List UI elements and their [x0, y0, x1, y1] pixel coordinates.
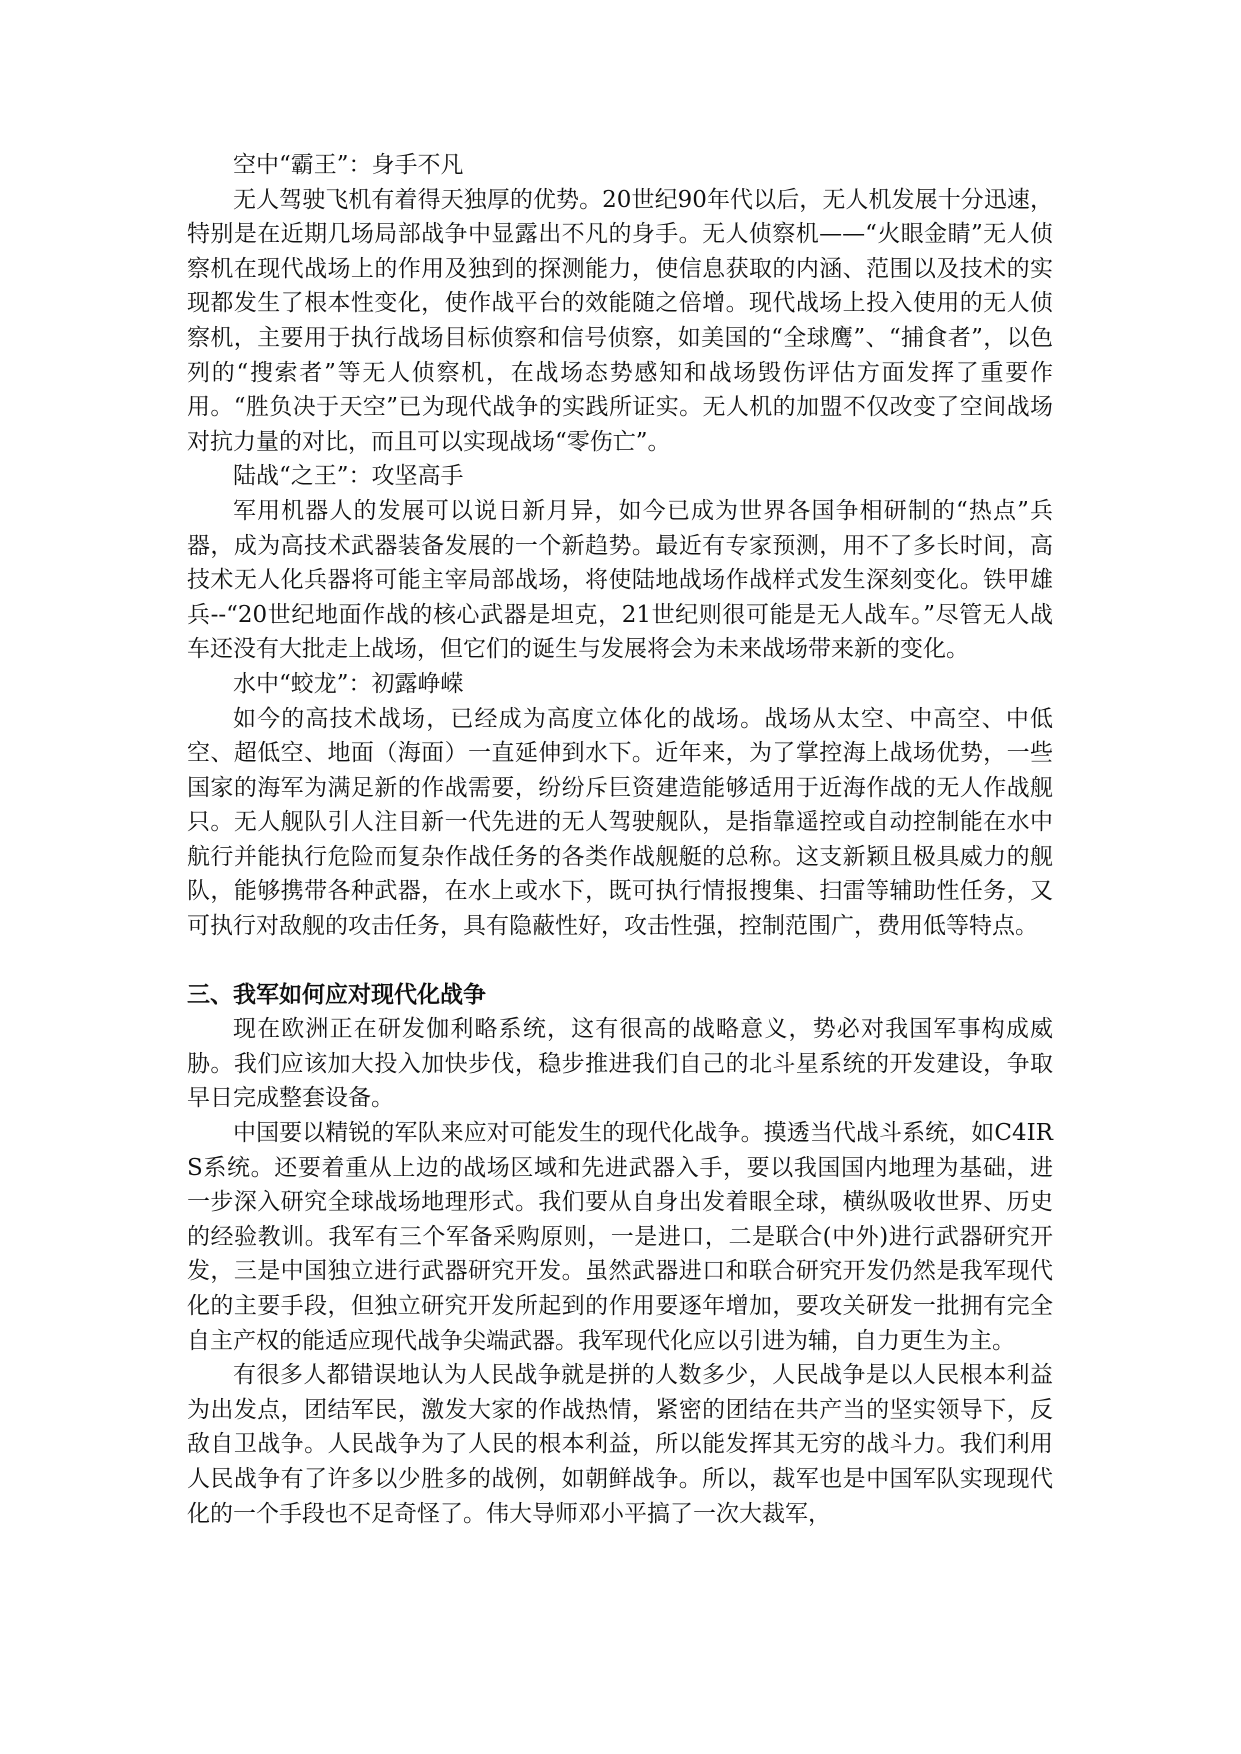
paragraph-galileo: 现在欧洲正在研发伽利略系统，这有很高的战略意义，势必对我国军事构成威胁。我们应该加大投入加快步伐，稳步推进我们自己的北斗星系统的开发建设，争取早日完成整套设备。: [187, 1016, 1053, 1112]
paragraph-air: 无人驾驶飞机有着得天独厚的优势。20世纪90年代以后，无人机发展十分迅速，特别是在近期几场局部战争中显露出不凡的身手。无人侦察机——“火眼金睛”无人侦察机在现代战场上的作用及独到的探测能力，使信息获取的内涵、范围以及技术的实现都发生了根本性变化，使作战平台的效能随之倍增。现代战场上投入使用的无人侦察机，主要用于执行战场目标侦察和信号侦察，如美国的“全球鹰”、“捕食者”，以色列的“搜索者”等无人侦察机，在战场态势感知和战场毁伤评估方面发挥了重要作用。“胜负决于天空”已为现代战争的实践所证实。无人机的加盟不仅改变了空间战场对抗力量的对比，而且可以实现战场“零伤亡”。: [187, 186, 1053, 455]
paragraph-land: 军用机器人的发展可以说日新月异，如今已成为世界各国争相研制的“热点”兵器，成为高技术武器装备发展的一个新趋势。最近有专家预测，用不了多长时间，高技术无人化兵器将可能主宰局部战场，将使陆地战场作战样式发生深刻变化。铁甲雄兵--“20世纪地面作战的核心武器是坦克，21世纪则很可能是无人战车。”尽管无人战车还没有大批走上战场，但它们的诞生与发展将会为未来战场带来新的变化。: [187, 497, 1053, 663]
document-page: [187, 148, 1053, 1531]
paragraph-modern-army: 中国要以精锐的军队来应对可能发生的现代化战争。摸透当代战斗系统，如C4IRS系统。还要着重从上边的战场区域和先进武器入手，要以我国国内地理为基础，进一步深入研究全球战场地理形式。我们要从自身出发着眼全球，横纵吸收世界、历史的经验教训。我军有三个军备采购原则，一是进口，二是联合(中外)进行武器研究开发，三是中国独立进行武器研究开发。虽然武器进口和联合研究开发仍然是我军现代化的主要手段，但独立研究开发所起到的作用要逐年增加，要攻关研发一批拥有完全自主产权的能适应现代战争尖端武器。我军现代化应以引进为辅，自力更生为主。: [187, 1120, 1053, 1354]
section-heading-3: 三、我军如何应对现代化战争: [187, 981, 486, 1008]
subheading-air: 空中“霸王”：身手不凡: [233, 152, 464, 178]
paragraph-water: 如今的高技术战场，已经成为高度立体化的战场。战场从太空、中高空、中低空、超低空、地面（海面）一直延伸到水下。近年来，为了掌控海上战场优势，一些国家的海军为满足新的作战需要，纷纷斥巨资建造能够适用于近海作战的无人作战舰只。无人舰队引人注目新一代先进的无人驾驶舰队，是指靠遥控或自动控制能在水中航行并能执行危险而复杂作战任务的各类作战舰艇的总称。这支新颖且极具威力的舰队，能够携带各种武器，在水上或水下，既可执行情报搜集、扫雷等辅助性任务，又可执行对敌舰的攻击任务，具有隐蔽性好，攻击性强，控制范围广，费用低等特点。: [187, 705, 1053, 940]
paragraph-peoples-war: 有很多人都错误地认为人民战争就是拼的人数多少，人民战争是以人民根本利益为出发点，团结军民，激发大家的作战热情，紧密的团结在共产当的坚实领导下，反敌自卫战争。人民战争为了人民的根本利益，所以能发挥其无穷的战斗力。我们利用人民战争有了许多以少胜多的战例，如朝鲜战争。所以，裁军也是中国军队实现现代化的一个手段也不足奇怪了。伟大导师邓小平搞了一次大裁军，: [187, 1362, 1053, 1527]
subheading-land: 陆战“之王”：攻坚高手: [233, 463, 464, 490]
subheading-water: 水中“蛟龙”：初露峥嵘: [233, 670, 464, 697]
